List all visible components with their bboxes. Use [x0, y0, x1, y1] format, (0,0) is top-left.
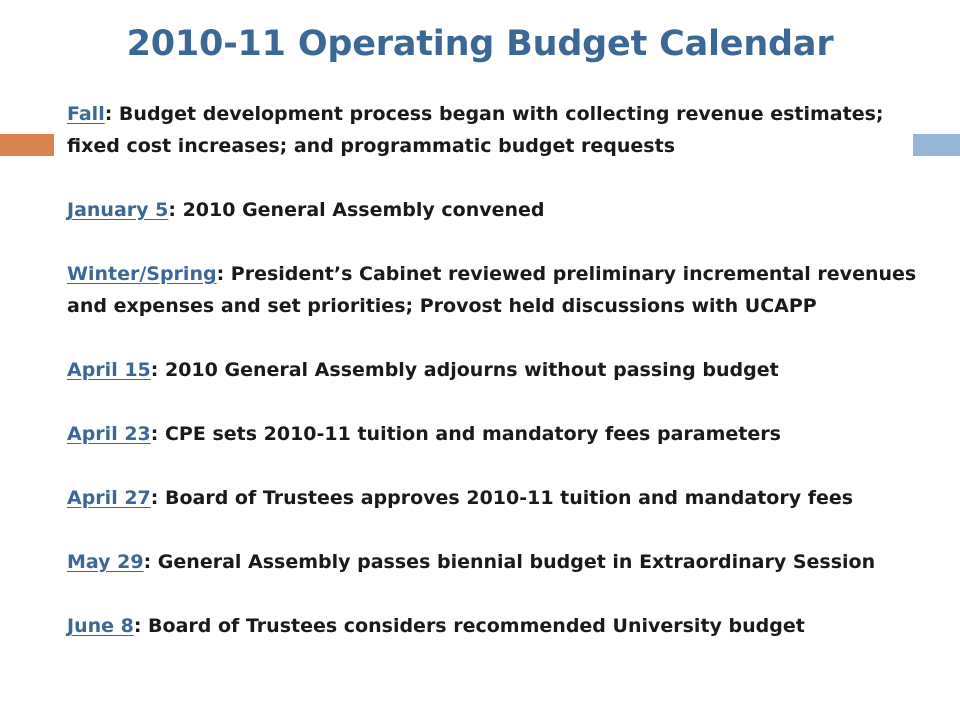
entry-text: : General Assembly passes biennial budget in Extraordinary Session	[143, 551, 876, 573]
calendar-entry-april-27	[67, 482, 927, 514]
calendar-entry-fall	[67, 98, 927, 162]
page-title: 2010-11 Operating Budget Calendar	[126, 24, 834, 64]
entry-text: : 2010 General Assembly adjourns without passing budget	[150, 359, 779, 381]
entry-date: January 5	[67, 199, 169, 221]
calendar-entry-january-5	[67, 194, 927, 226]
calendar-entry-april-23	[67, 418, 927, 450]
entry-text: : President’s Cabinet reviewed preliminary incremental revenues and expenses and set priorities; Provost held discussions with UCAPP	[67, 263, 917, 317]
entry-text: : Board of Trustees approves 2010-11 tuition and mandatory fees	[150, 487, 854, 509]
calendar-entry-june-8	[67, 610, 927, 642]
entry-date: May 29	[67, 551, 144, 573]
entry-text: : CPE sets 2010-11 tuition and mandatory fees parameters	[150, 423, 781, 445]
entry-text: : Budget development process began with collecting revenue estimates; fixed cost increases; and programmatic budget requests	[67, 103, 884, 157]
entry-text: : 2010 General Assembly convened	[168, 199, 545, 221]
calendar-entry-april-15	[67, 354, 927, 386]
entry-date: April 27	[67, 487, 151, 509]
entry-date: Fall	[67, 103, 105, 125]
entry-date: April 15	[67, 359, 151, 381]
calendar-entry-may-29	[67, 546, 927, 578]
entry-text: : Board of Trustees considers recommended University budget	[133, 615, 805, 637]
calendar-entry-winter-spring	[67, 258, 927, 322]
entry-date: June 8	[67, 615, 134, 637]
left-accent-bar	[0, 134, 54, 156]
entry-date: Winter/Spring	[67, 263, 217, 285]
calendar-list	[67, 98, 927, 642]
entry-date: April 23	[67, 423, 151, 445]
